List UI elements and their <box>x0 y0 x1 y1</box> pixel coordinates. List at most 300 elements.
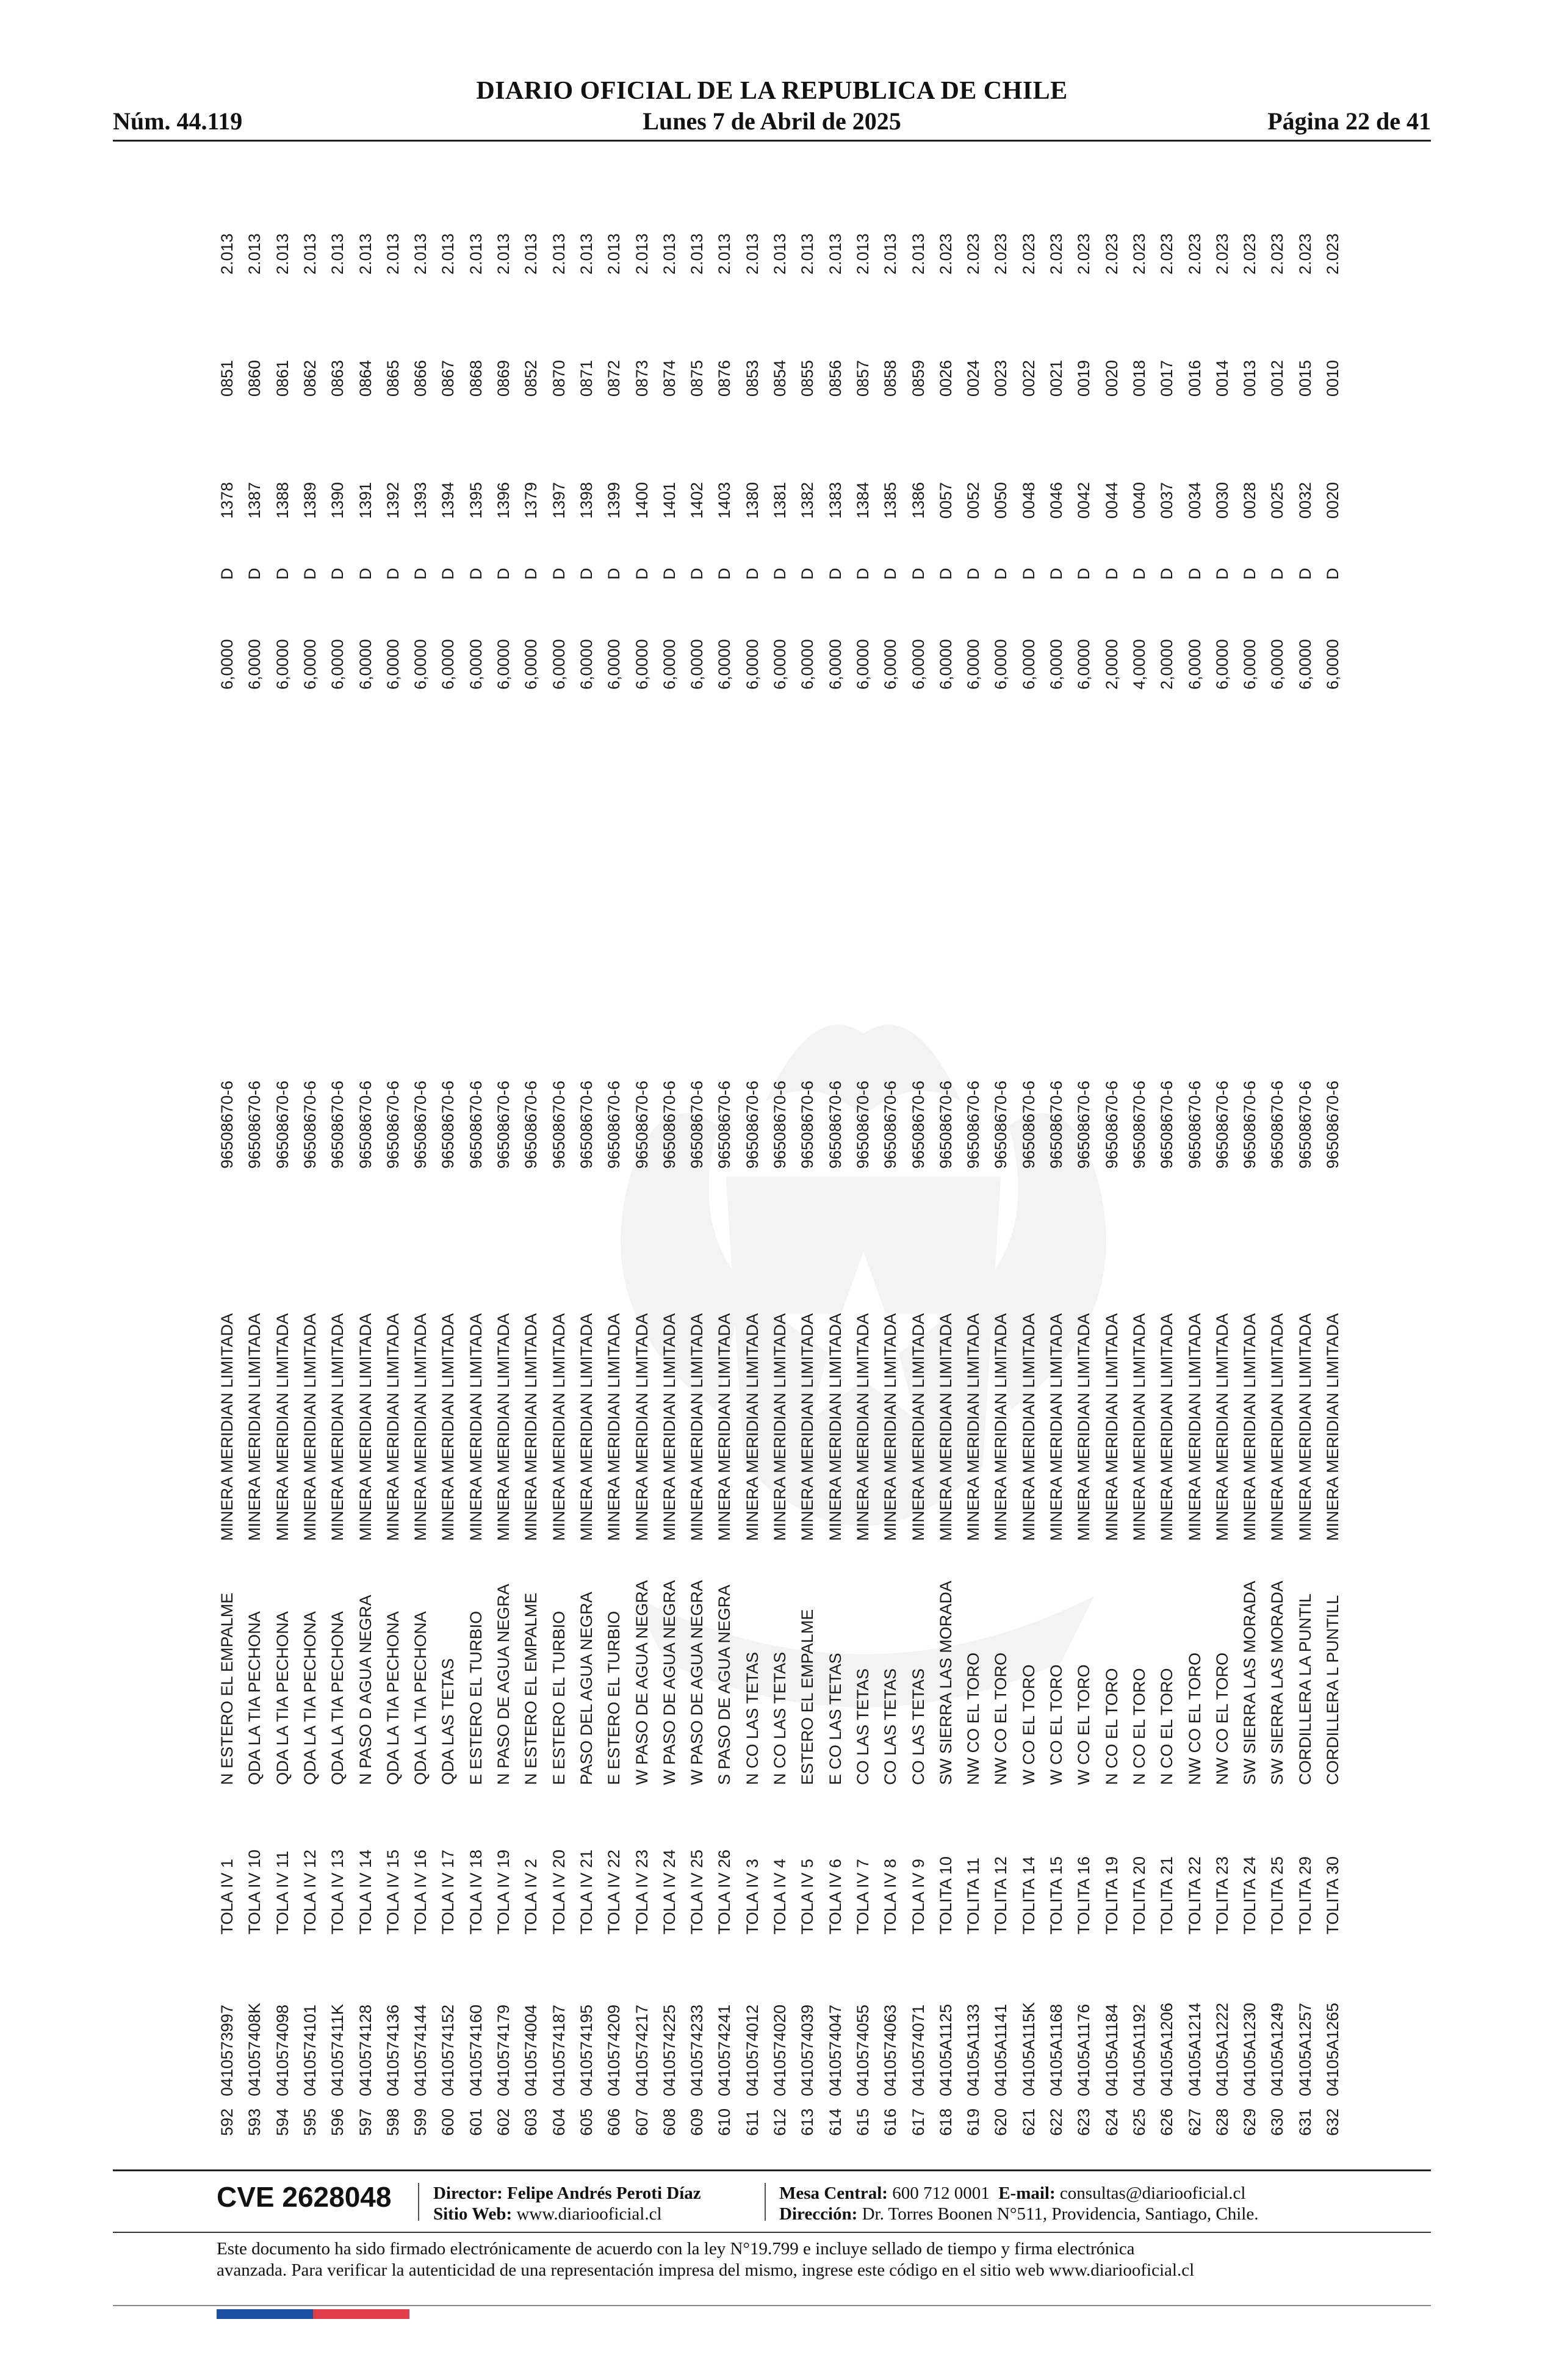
inscription-number-cell: 0032 <box>1295 481 1314 519</box>
holder-rut-cell: 96508670-6 <box>853 1080 872 1169</box>
concession-name-cell: TOLITA 25 <box>1268 1856 1287 1935</box>
concession-name-cell: TOLA IV 18 <box>466 1849 485 1935</box>
concession-type-cell: D <box>356 568 375 580</box>
concession-name-cell: TOLA IV 5 <box>798 1858 817 1935</box>
hectares-cell: 6,0000 <box>909 639 927 690</box>
holder-rut-cell: 96508670-6 <box>522 1080 541 1169</box>
holder-rut-cell: 96508670-6 <box>356 1080 375 1169</box>
rol-nacional-cell: 0410574071 <box>909 2004 927 2096</box>
location-cell: W PASO DE AGUA NEGRA <box>660 1580 679 1785</box>
holder-name-cell: MINERA MERIDIAN LIMITADA <box>1212 1313 1231 1541</box>
year-cell: 2.023 <box>1075 233 1093 275</box>
hectares-cell: 6,0000 <box>300 639 319 690</box>
year-cell: 2.013 <box>522 233 541 275</box>
location-cell: NW CO EL TORO <box>964 1652 983 1785</box>
table-row <box>683 207 711 2136</box>
year-cell: 2.013 <box>439 233 458 275</box>
row-number-cell: 614 <box>826 2108 845 2136</box>
holder-rut-cell: 96508670-6 <box>660 1080 679 1169</box>
inscription-number-cell: 0028 <box>1241 481 1259 519</box>
holder-name-cell: MINERA MERIDIAN LIMITADA <box>1185 1313 1204 1541</box>
concession-type-cell: D <box>936 568 955 580</box>
mining-concessions-table <box>214 207 1349 2136</box>
director-name: Felipe Andrés Peroti Díaz <box>507 2183 701 2203</box>
concession-type-cell: D <box>964 568 983 580</box>
table-row <box>434 207 462 2136</box>
inscription-number-cell: 0042 <box>1075 481 1093 519</box>
rol-nacional-cell: 04105A115K <box>1019 2002 1038 2096</box>
hectares-cell: 6,0000 <box>660 639 679 690</box>
rol-nacional-cell: 0410574152 <box>439 2004 458 2096</box>
location-cell: PASO DEL AGUA NEGRA <box>577 1592 596 1785</box>
concession-name-cell: TOLA IV 13 <box>328 1849 347 1935</box>
rol-nacional-cell: 0410574098 <box>273 2004 292 2096</box>
legal-notice-line: avanzada. Para verificar la autenticidad de una representación impresa del mismo, ingrese este código en el sitio web www.diariooficial.cl <box>217 2260 1195 2280</box>
hectares-cell: 6,0000 <box>992 639 1010 690</box>
location-cell: N CO EL TORO <box>1102 1668 1121 1785</box>
table-row <box>1126 207 1153 2136</box>
location-cell: QDA LA TIA PECHONA <box>273 1611 292 1785</box>
holder-name-cell: MINERA MERIDIAN LIMITADA <box>936 1313 955 1541</box>
location-cell: E ESTERO EL TURBIO <box>466 1610 485 1785</box>
location-cell: S PASO DE AGUA NEGRA <box>715 1584 734 1785</box>
concession-name-cell: TOLA IV 25 <box>688 1849 707 1935</box>
folio-cell: 0014 <box>1212 359 1231 397</box>
folio-cell: 0851 <box>218 359 236 397</box>
rol-nacional-cell: 0410574195 <box>577 2004 596 2096</box>
folio-cell: 0026 <box>936 359 955 397</box>
concession-name-cell: TOLITA 23 <box>1212 1856 1231 1935</box>
inscription-number-cell: 0052 <box>964 481 983 519</box>
year-cell: 2.023 <box>1324 233 1342 275</box>
year-cell: 2.023 <box>1295 233 1314 275</box>
location-cell: E ESTERO EL TURBIO <box>605 1610 624 1785</box>
folio-cell: 0022 <box>1019 359 1038 397</box>
row-number-cell: 611 <box>743 2109 762 2136</box>
table-row <box>1153 207 1181 2136</box>
hectares-cell: 6,0000 <box>466 639 485 690</box>
concession-type-cell: D <box>549 568 568 580</box>
concession-name-cell: TOLITA 29 <box>1295 1856 1314 1935</box>
hectares-cell: 6,0000 <box>577 639 596 690</box>
concession-type-cell: D <box>605 568 624 580</box>
concession-type-cell: D <box>439 568 458 580</box>
table-row <box>905 207 932 2136</box>
concession-type-cell: D <box>466 568 485 580</box>
location-cell: NW CO EL TORO <box>1185 1652 1204 1785</box>
row-number-cell: 619 <box>964 2108 983 2136</box>
year-cell: 2.013 <box>826 233 845 275</box>
holder-rut-cell: 96508670-6 <box>1158 1080 1176 1169</box>
location-cell: N PASO D AGUA NEGRA <box>356 1595 375 1785</box>
rol-nacional-cell: 0410574241 <box>715 2004 734 2096</box>
rol-nacional-cell: 04105A1265 <box>1324 2002 1342 2096</box>
year-cell: 2.013 <box>273 233 292 275</box>
rol-nacional-cell: 04105A1133 <box>964 2003 983 2096</box>
table-row <box>1015 207 1043 2136</box>
row-number-cell: 629 <box>1241 2108 1259 2136</box>
concession-type-cell: D <box>494 568 513 580</box>
rol-nacional-cell: 0410574217 <box>632 2004 651 2096</box>
row-number-cell: 620 <box>992 2108 1010 2136</box>
hectares-cell: 6,0000 <box>1268 639 1287 690</box>
phone-label: Mesa Central: <box>779 2183 888 2203</box>
row-number-cell: 603 <box>522 2108 541 2136</box>
year-cell: 2.013 <box>494 233 513 275</box>
row-number-cell: 617 <box>909 2108 927 2136</box>
rol-nacional-cell: 0410574187 <box>549 2004 568 2096</box>
contact-block <box>779 2183 1258 2224</box>
holder-name-cell: MINERA MERIDIAN LIMITADA <box>1268 1313 1287 1541</box>
inscription-number-cell: 0025 <box>1268 481 1287 519</box>
rol-nacional-cell: 04105A1230 <box>1241 2002 1259 2096</box>
inscription-number-cell: 1402 <box>688 481 707 519</box>
holder-name-cell: MINERA MERIDIAN LIMITADA <box>909 1313 927 1541</box>
holder-rut-cell: 96508670-6 <box>328 1080 347 1169</box>
holder-name-cell: MINERA MERIDIAN LIMITADA <box>743 1313 762 1541</box>
table-row <box>656 207 683 2136</box>
inscription-number-cell: 1399 <box>605 481 624 519</box>
inscription-number-cell: 1398 <box>577 481 596 519</box>
concession-name-cell: TOLITA 14 <box>1019 1856 1038 1935</box>
location-cell: QDA LA TIA PECHONA <box>328 1611 347 1785</box>
row-number-cell: 624 <box>1102 2108 1121 2136</box>
holder-name-cell: MINERA MERIDIAN LIMITADA <box>383 1313 402 1541</box>
cve-code: CVE 2628048 <box>217 2181 392 2213</box>
holder-name-cell: MINERA MERIDIAN LIMITADA <box>632 1313 651 1541</box>
year-cell: 2.013 <box>245 233 264 275</box>
holder-name-cell: MINERA MERIDIAN LIMITADA <box>853 1313 872 1541</box>
year-cell: 2.013 <box>798 233 817 275</box>
rol-nacional-cell: 0410574136 <box>383 2004 402 2096</box>
holder-rut-cell: 96508670-6 <box>411 1080 430 1169</box>
year-cell: 2.013 <box>605 233 624 275</box>
concession-type-cell: D <box>632 568 651 580</box>
inscription-number-cell: 1386 <box>909 481 927 519</box>
holder-rut-cell: 96508670-6 <box>1102 1080 1121 1169</box>
location-cell: W CO EL TORO <box>1047 1664 1065 1785</box>
concession-type-cell: D <box>577 568 596 580</box>
folio-cell: 0857 <box>853 359 872 397</box>
concession-name-cell: TOLITA 20 <box>1129 1856 1148 1935</box>
concession-name-cell: TOLA IV 23 <box>632 1849 651 1935</box>
year-cell: 2.013 <box>881 233 900 275</box>
inscription-number-cell: 1389 <box>300 481 319 519</box>
table-row <box>1209 207 1236 2136</box>
year-cell: 2.023 <box>1212 233 1231 275</box>
rol-nacional-cell: 0410574055 <box>853 2004 872 2096</box>
holder-name-cell: MINERA MERIDIAN LIMITADA <box>660 1313 679 1541</box>
flag-bar-blue <box>217 2309 313 2319</box>
row-number-cell: 615 <box>853 2108 872 2136</box>
folio-cell: 0021 <box>1047 359 1065 397</box>
holder-name-cell: MINERA MERIDIAN LIMITADA <box>273 1313 292 1541</box>
inscription-number-cell: 1392 <box>383 481 402 519</box>
holder-name-cell: MINERA MERIDIAN LIMITADA <box>300 1313 319 1541</box>
concession-name-cell: TOLA IV 7 <box>853 1858 872 1935</box>
row-number-cell: 595 <box>300 2108 319 2136</box>
row-number-cell: 627 <box>1185 2108 1204 2136</box>
holder-name-cell: MINERA MERIDIAN LIMITADA <box>964 1313 983 1541</box>
holder-rut-cell: 96508670-6 <box>1185 1080 1204 1169</box>
rol-nacional-cell: 0410574101 <box>300 2004 319 2096</box>
row-number-cell: 597 <box>356 2108 375 2136</box>
rol-nacional-cell: 04105A1176 <box>1075 2003 1093 2096</box>
concession-type-cell: D <box>1295 568 1314 580</box>
table-row <box>960 207 987 2136</box>
website-link[interactable]: www.diariooficial.cl <box>516 2204 662 2224</box>
concession-name-cell: TOLA IV 19 <box>494 1849 513 1935</box>
concession-type-cell: D <box>383 568 402 580</box>
table-row <box>877 207 904 2136</box>
inscription-number-cell: 1379 <box>522 481 541 519</box>
year-cell: 2.023 <box>1268 233 1287 275</box>
rotated-table-body <box>214 207 1349 2136</box>
year-cell: 2.013 <box>411 233 430 275</box>
location-cell: NW CO EL TORO <box>1212 1652 1231 1785</box>
year-cell: 2.023 <box>1185 233 1204 275</box>
holder-name-cell: MINERA MERIDIAN LIMITADA <box>992 1313 1010 1541</box>
legal-notice <box>217 2238 1376 2281</box>
concession-type-cell: D <box>1075 568 1093 580</box>
table-row <box>297 207 324 2136</box>
issue-number: Núm. 44.119 <box>113 107 243 135</box>
concession-type-cell: D <box>273 568 292 580</box>
row-number-cell: 606 <box>605 2108 624 2136</box>
concession-name-cell: TOLITA 22 <box>1185 1856 1204 1935</box>
concession-name-cell: TOLA IV 20 <box>549 1849 568 1935</box>
row-number-cell: 593 <box>245 2108 264 2136</box>
email-link[interactable]: consultas@diariooficial.cl <box>1059 2183 1246 2203</box>
holder-rut-cell: 96508670-6 <box>632 1080 651 1169</box>
inscription-number-cell: 1385 <box>881 481 900 519</box>
holder-rut-cell: 96508670-6 <box>577 1080 596 1169</box>
table-row <box>1098 207 1126 2136</box>
inscription-number-cell: 1396 <box>494 481 513 519</box>
concession-type-cell: D <box>1241 568 1259 580</box>
inscription-number-cell: 1395 <box>466 481 485 519</box>
table-row <box>1181 207 1209 2136</box>
hectares-cell: 6,0000 <box>605 639 624 690</box>
holder-rut-cell: 96508670-6 <box>826 1080 845 1169</box>
row-number-cell: 622 <box>1047 2108 1065 2136</box>
hectares-cell: 6,0000 <box>688 639 707 690</box>
table-row <box>324 207 351 2136</box>
folio-cell: 0872 <box>605 359 624 397</box>
hectares-cell: 6,0000 <box>328 639 347 690</box>
rol-nacional-cell: 0410574039 <box>798 2004 817 2096</box>
year-cell: 2.013 <box>688 233 707 275</box>
inscription-number-cell: 1390 <box>328 481 347 519</box>
folio-cell: 0013 <box>1241 359 1259 397</box>
folio-cell: 0869 <box>494 359 513 397</box>
rol-nacional-cell: 0410574047 <box>826 2004 845 2096</box>
hectares-cell: 6,0000 <box>356 639 375 690</box>
concession-type-cell: D <box>660 568 679 580</box>
rol-nacional-cell: 04105A1257 <box>1295 2002 1314 2096</box>
hectares-cell: 6,0000 <box>439 639 458 690</box>
holder-rut-cell: 96508670-6 <box>909 1080 927 1169</box>
footer-separator <box>765 2183 766 2221</box>
holder-rut-cell: 96508670-6 <box>936 1080 955 1169</box>
hectares-cell: 6,0000 <box>1241 639 1259 690</box>
inscription-number-cell: 1403 <box>715 481 734 519</box>
row-number-cell: 607 <box>632 2108 651 2136</box>
concession-type-cell: D <box>853 568 872 580</box>
row-number-cell: 596 <box>328 2108 347 2136</box>
holder-name-cell: MINERA MERIDIAN LIMITADA <box>356 1313 375 1541</box>
table-row <box>600 207 628 2136</box>
holder-name-cell: MINERA MERIDIAN LIMITADA <box>771 1313 789 1541</box>
concession-name-cell: TOLA IV 12 <box>300 1849 319 1935</box>
location-cell: N PASO DE AGUA NEGRA <box>494 1584 513 1785</box>
location-cell: QDA LA TIA PECHONA <box>383 1611 402 1785</box>
holder-name-cell: MINERA MERIDIAN LIMITADA <box>715 1313 734 1541</box>
row-number-cell: 600 <box>439 2108 458 2136</box>
holder-name-cell: MINERA MERIDIAN LIMITADA <box>466 1313 485 1541</box>
hectares-cell: 6,0000 <box>218 639 236 690</box>
year-cell: 2.013 <box>715 233 734 275</box>
folio-cell: 0875 <box>688 359 707 397</box>
concession-name-cell: TOLA IV 15 <box>383 1849 402 1935</box>
holder-name-cell: MINERA MERIDIAN LIMITADA <box>494 1313 513 1541</box>
holder-name-cell: MINERA MERIDIAN LIMITADA <box>577 1313 596 1541</box>
year-cell: 2.013 <box>300 233 319 275</box>
year-cell: 2.013 <box>660 233 679 275</box>
table-row <box>269 207 297 2136</box>
row-number-cell: 605 <box>577 2108 596 2136</box>
holder-rut-cell: 96508670-6 <box>439 1080 458 1169</box>
year-cell: 2.023 <box>1158 233 1176 275</box>
concession-type-cell: D <box>328 568 347 580</box>
rol-nacional-cell: 0410574160 <box>466 2004 485 2096</box>
concession-type-cell: D <box>1047 568 1065 580</box>
concession-type-cell: D <box>1129 568 1148 580</box>
location-cell: E CO LAS TETAS <box>826 1653 845 1785</box>
inscription-number-cell: 1397 <box>549 481 568 519</box>
row-number-cell: 616 <box>881 2108 900 2136</box>
holder-name-cell: MINERA MERIDIAN LIMITADA <box>1102 1313 1121 1541</box>
holder-rut-cell: 96508670-6 <box>245 1080 264 1169</box>
location-cell: NW CO EL TORO <box>992 1652 1010 1785</box>
folio-cell: 0018 <box>1129 359 1148 397</box>
year-cell: 2.013 <box>632 233 651 275</box>
table-row <box>1292 207 1319 2136</box>
director-block <box>433 2183 701 2224</box>
concession-name-cell: TOLA IV 17 <box>439 1849 458 1935</box>
row-number-cell: 621 <box>1019 2108 1038 2136</box>
row-number-cell: 618 <box>936 2108 955 2136</box>
holder-name-cell: MINERA MERIDIAN LIMITADA <box>826 1313 845 1541</box>
folio-cell: 0860 <box>245 359 264 397</box>
rol-nacional-cell: 04105A1184 <box>1102 2003 1121 2096</box>
concession-name-cell: TOLA IV 1 <box>218 1858 236 1935</box>
table-row <box>1319 207 1347 2136</box>
concession-name-cell: TOLA IV 11 <box>273 1850 292 1935</box>
inscription-number-cell: 1393 <box>411 481 430 519</box>
row-number-cell: 604 <box>549 2108 568 2136</box>
hectares-cell: 6,0000 <box>826 639 845 690</box>
address-value: Dr. Torres Boonen N°511, Providencia, Santiago, Chile. <box>862 2204 1259 2224</box>
hectares-cell: 6,0000 <box>853 639 872 690</box>
inscription-number-cell: 1383 <box>826 481 845 519</box>
concession-type-cell: D <box>411 568 430 580</box>
concession-name-cell: TOLA IV 4 <box>771 1858 789 1935</box>
holder-rut-cell: 96508670-6 <box>273 1080 292 1169</box>
year-cell: 2.023 <box>936 233 955 275</box>
rol-nacional-cell: 04105A1206 <box>1158 2002 1176 2096</box>
folio-cell: 0012 <box>1268 359 1287 397</box>
hectares-cell: 6,0000 <box>245 639 264 690</box>
row-number-cell: 625 <box>1129 2108 1148 2136</box>
holder-name-cell: MINERA MERIDIAN LIMITADA <box>1241 1313 1259 1541</box>
concession-name-cell: TOLA IV 8 <box>881 1858 900 1935</box>
publication-title: DIARIO OFICIAL DE LA REPUBLICA DE CHILE <box>476 77 1068 105</box>
concession-type-cell: D <box>522 568 541 580</box>
hectares-cell: 6,0000 <box>1295 639 1314 690</box>
year-cell: 2.023 <box>1047 233 1065 275</box>
hectares-cell: 6,0000 <box>1185 639 1204 690</box>
hectares-cell: 6,0000 <box>383 639 402 690</box>
concession-name-cell: TOLA IV 9 <box>909 1858 927 1935</box>
row-number-cell: 601 <box>466 2108 485 2136</box>
row-number-cell: 631 <box>1295 2108 1314 2136</box>
concession-type-cell: D <box>771 568 789 580</box>
concession-type-cell: D <box>245 568 264 580</box>
footer-middle-divider <box>113 2232 1431 2233</box>
inscription-number-cell: 0044 <box>1102 481 1121 519</box>
concession-type-cell: D <box>715 568 734 580</box>
inscription-number-cell: 1381 <box>771 481 789 519</box>
holder-name-cell: MINERA MERIDIAN LIMITADA <box>1019 1313 1038 1541</box>
concession-type-cell: D <box>1158 568 1176 580</box>
location-cell: N CO EL TORO <box>1129 1668 1148 1785</box>
holder-name-cell: MINERA MERIDIAN LIMITADA <box>1295 1313 1314 1541</box>
holder-name-cell: MINERA MERIDIAN LIMITADA <box>411 1313 430 1541</box>
concession-type-cell: D <box>798 568 817 580</box>
location-cell: CO LAS TETAS <box>881 1668 900 1785</box>
folio-cell: 0866 <box>411 359 430 397</box>
rol-nacional-cell: 0410574063 <box>881 2004 900 2096</box>
folio-cell: 0010 <box>1324 359 1342 397</box>
flag-bar-red <box>313 2309 409 2319</box>
holder-rut-cell: 96508670-6 <box>771 1080 789 1169</box>
location-cell: QDA LA TIA PECHONA <box>411 1611 430 1785</box>
table-row <box>517 207 545 2136</box>
inscription-number-cell: 1388 <box>273 481 292 519</box>
director-label: Director: <box>433 2183 503 2203</box>
hectares-cell: 6,0000 <box>964 639 983 690</box>
concession-name-cell: TOLITA 24 <box>1241 1856 1259 1935</box>
location-cell: W CO EL TORO <box>1075 1664 1093 1785</box>
table-row <box>987 207 1015 2136</box>
hectares-cell: 6,0000 <box>936 639 955 690</box>
year-cell: 2.013 <box>383 233 402 275</box>
concession-name-cell: TOLITA 11 <box>964 1857 983 1935</box>
rol-nacional-cell: 0410574012 <box>743 2004 762 2096</box>
concession-name-cell: TOLITA 21 <box>1158 1856 1176 1935</box>
year-cell: 2.013 <box>218 233 236 275</box>
inscription-number-cell: 0050 <box>992 481 1010 519</box>
concession-name-cell: TOLA IV 14 <box>356 1849 375 1935</box>
year-cell: 2.013 <box>328 233 347 275</box>
folio-cell: 0858 <box>881 359 900 397</box>
holder-rut-cell: 96508670-6 <box>798 1080 817 1169</box>
table-row <box>546 207 573 2136</box>
holder-rut-cell: 96508670-6 <box>1324 1080 1342 1169</box>
year-cell: 2.013 <box>549 233 568 275</box>
folio-cell: 0865 <box>383 359 402 397</box>
